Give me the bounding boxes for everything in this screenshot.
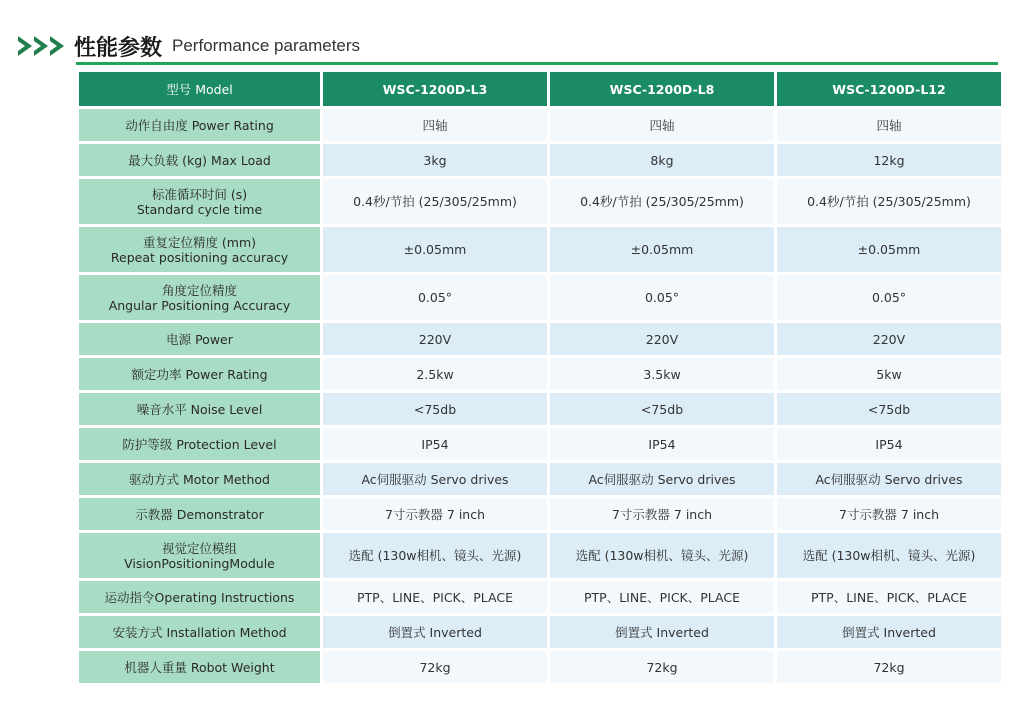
row-value: <75db [777, 393, 1001, 425]
row-value: <75db [323, 393, 547, 425]
row-value: ±0.05mm [777, 227, 1001, 272]
header-model: 型号 Model [79, 72, 320, 106]
row-value: 72kg [777, 651, 1001, 683]
row-value: 0.05° [777, 275, 1001, 320]
row-label [79, 179, 320, 224]
row-label-line: 防护等级 Protection Level [122, 436, 277, 452]
row-value: 倒置式 Inverted [323, 616, 547, 648]
row-value: 选配 (130w相机、镜头、光源) [323, 533, 547, 578]
row-value: 72kg [323, 651, 547, 683]
table-row [79, 227, 1001, 272]
row-value: Ac伺服驱动 Servo drives [323, 463, 547, 495]
row-value: 倒置式 Inverted [777, 616, 1001, 648]
row-label-line: Repeat positioning accuracy [110, 249, 289, 265]
row-label [79, 463, 320, 495]
table-row [79, 498, 1001, 530]
table-header-row [79, 72, 1001, 106]
row-value: 选配 (130w相机、镜头、光源) [777, 533, 1001, 578]
row-value: 3kg [323, 144, 547, 176]
row-label [79, 428, 320, 460]
row-label-line: 驱动方式 Motor Method [129, 471, 270, 487]
row-label-line: 标准循环时间 (s) [151, 186, 248, 202]
row-value: PTP、LINE、PICK、PLACE [550, 581, 774, 613]
row-value: IP54 [777, 428, 1001, 460]
table-row [79, 616, 1001, 648]
row-label-line: 机器人重量 Robot Weight [124, 659, 275, 675]
row-label-line: 示教器 Demonstrator [135, 506, 264, 522]
row-label-line: 视觉定位模组 [161, 540, 237, 556]
row-label-line: VisionPositioningModule [124, 555, 275, 571]
row-label [79, 144, 320, 176]
row-value: 220V [323, 323, 547, 355]
row-value: 72kg [550, 651, 774, 683]
row-label [79, 109, 320, 141]
table-row [79, 323, 1001, 355]
chevron-right-icon [18, 36, 66, 56]
row-label [79, 323, 320, 355]
row-label [79, 498, 320, 530]
table-row [79, 275, 1001, 320]
row-value: 0.4秒/节拍 (25/305/25mm) [550, 179, 774, 224]
row-value: 8kg [550, 144, 774, 176]
row-label-line: 最大负载 (kg) Max Load [128, 152, 271, 168]
row-value: 7寸示教器 7 inch [323, 498, 547, 530]
row-value: <75db [550, 393, 774, 425]
row-label [79, 358, 320, 390]
row-value: 5kw [777, 358, 1001, 390]
row-value: IP54 [550, 428, 774, 460]
row-label-line: 电源 Power [166, 331, 233, 347]
row-value: 3.5kw [550, 358, 774, 390]
table-row [79, 358, 1001, 390]
row-value: PTP、LINE、PICK、PLACE [323, 581, 547, 613]
row-label [79, 227, 320, 272]
row-value: 四轴 [777, 109, 1001, 141]
table-row [79, 651, 1001, 683]
row-value: ±0.05mm [550, 227, 774, 272]
table-row [79, 463, 1001, 495]
row-value: 四轴 [550, 109, 774, 141]
row-value: 选配 (130w相机、镜头、光源) [550, 533, 774, 578]
row-label-line: 角度定位精度 [161, 282, 237, 298]
table-row [79, 179, 1001, 224]
header-model-1: WSC-1200D-L3 [323, 72, 547, 106]
table-row [79, 533, 1001, 578]
header-model-3: WSC-1200D-L12 [777, 72, 1001, 106]
table-row [79, 581, 1001, 613]
header-divider [76, 62, 998, 65]
row-value: 0.05° [323, 275, 547, 320]
row-label [79, 616, 320, 648]
row-value: 12kg [777, 144, 1001, 176]
row-label [79, 533, 320, 578]
row-value: 2.5kw [323, 358, 547, 390]
row-label-line: 额定功率 Power Rating [131, 366, 268, 382]
row-value: Ac伺服驱动 Servo drives [550, 463, 774, 495]
row-value: 220V [777, 323, 1001, 355]
row-value: ±0.05mm [323, 227, 547, 272]
row-label-line: Angular Positioning Accuracy [108, 297, 291, 313]
row-label-line: Standard cycle time [136, 201, 263, 217]
table-row [79, 393, 1001, 425]
row-value: 7寸示教器 7 inch [550, 498, 774, 530]
row-label [79, 393, 320, 425]
row-value: PTP、LINE、PICK、PLACE [777, 581, 1001, 613]
row-label-line: 噪音水平 Noise Level [136, 401, 263, 417]
table-row [79, 109, 1001, 141]
row-label-line: 重复定位精度 (mm) [142, 234, 257, 250]
row-value: 0.4秒/节拍 (25/305/25mm) [777, 179, 1001, 224]
table-row [79, 428, 1001, 460]
page-subtitle: Performance parameters [172, 36, 361, 55]
performance-table [76, 69, 1004, 686]
row-value: 四轴 [323, 109, 547, 141]
row-label [79, 651, 320, 683]
row-label [79, 275, 320, 320]
row-label-line: 安装方式 Installation Method [112, 624, 287, 640]
row-value: Ac伺服驱动 Servo drives [777, 463, 1001, 495]
table-row [79, 144, 1001, 176]
section-header [18, 28, 360, 64]
row-value: 0.05° [550, 275, 774, 320]
row-value: 220V [550, 323, 774, 355]
row-value: 7寸示教器 7 inch [777, 498, 1001, 530]
header-model-2: WSC-1200D-L8 [550, 72, 774, 106]
row-label-line: 动作自由度 Power Rating [125, 117, 274, 133]
row-label [79, 581, 320, 613]
row-value: IP54 [323, 428, 547, 460]
row-value: 0.4秒/节拍 (25/305/25mm) [323, 179, 547, 224]
row-value: 倒置式 Inverted [550, 616, 774, 648]
row-label-line: 运动指令Operating Instructions [104, 589, 295, 605]
page-title: 性能参数 [74, 35, 163, 61]
